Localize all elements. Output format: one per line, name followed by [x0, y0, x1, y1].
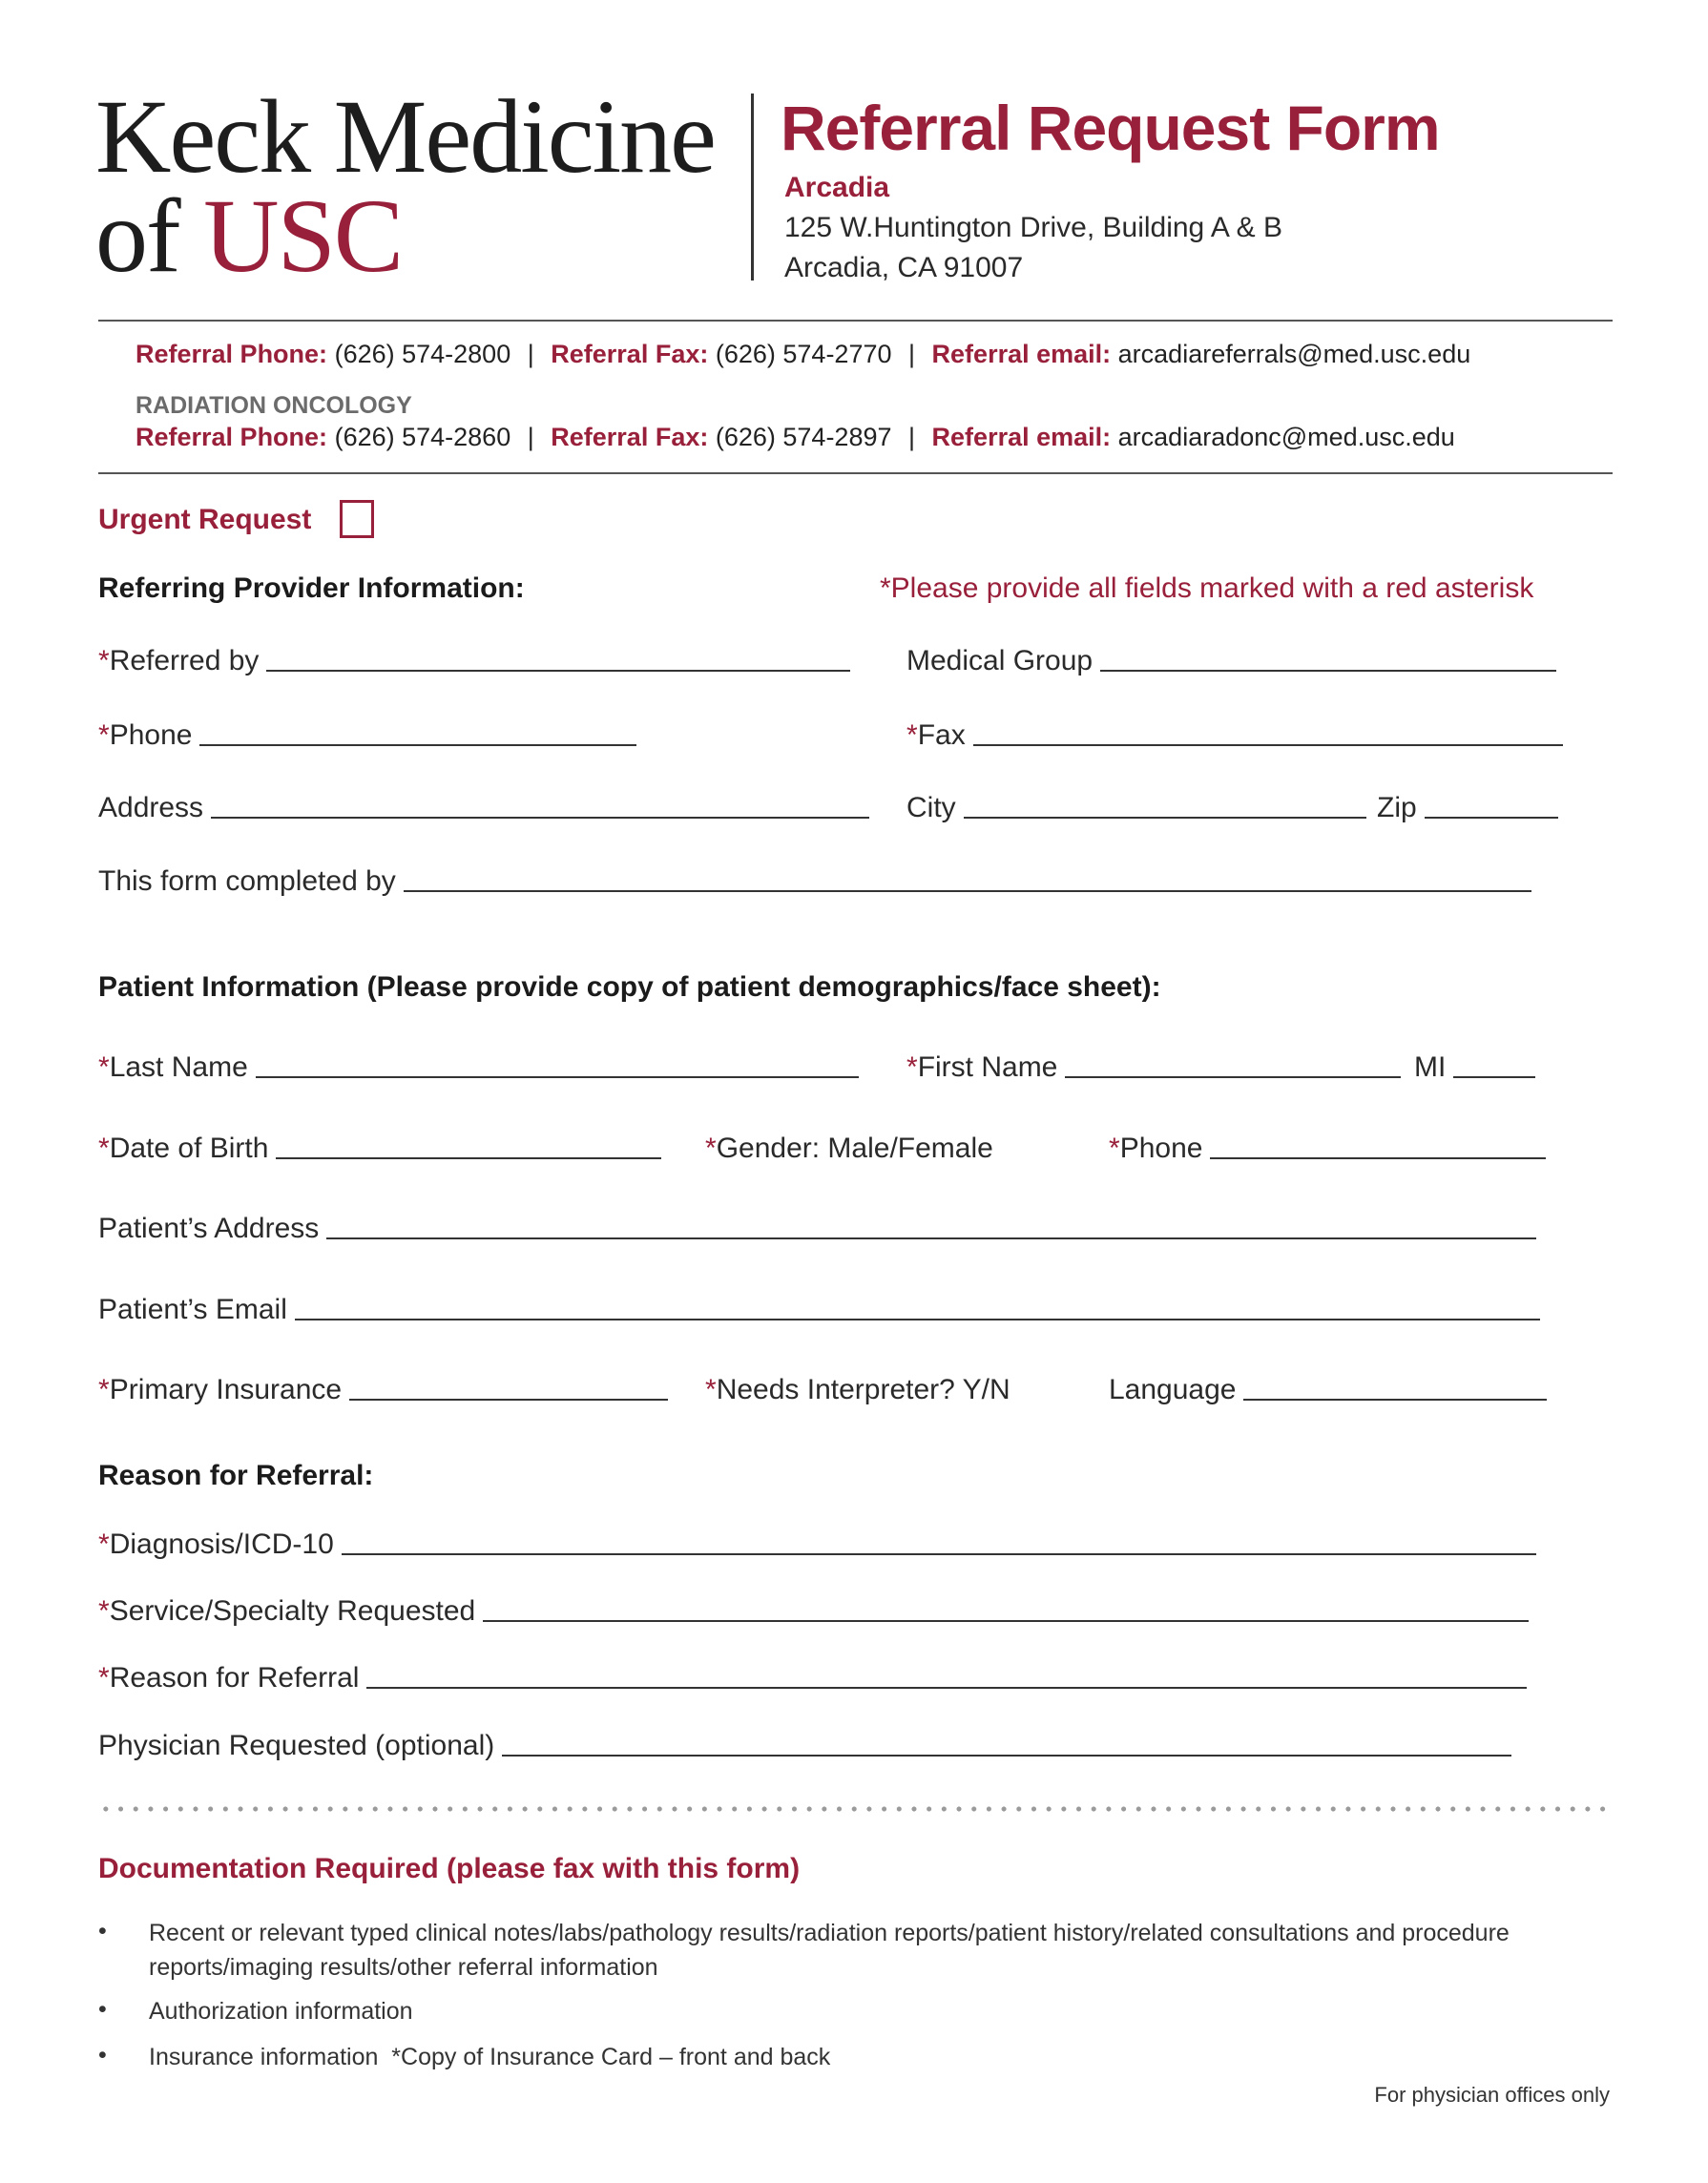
logo-line-2 [95, 177, 403, 294]
patient-email-input[interactable] [295, 1318, 1540, 1320]
email-label: Referral email: [931, 340, 1112, 368]
required-asterisk: * [98, 1374, 110, 1405]
medical-group-input[interactable] [1100, 669, 1556, 672]
provider-city-input[interactable] [964, 816, 1366, 819]
provider-section-heading: Referring Provider Information: [98, 572, 525, 604]
radonc-contact-row [135, 423, 1455, 452]
field-label: Phone [1119, 1133, 1203, 1164]
referred-by-field[interactable] [98, 645, 850, 677]
field-label: Phone [109, 719, 193, 751]
field-label: Referred by [109, 645, 260, 676]
middle-initial-input[interactable] [1453, 1075, 1535, 1078]
field-label: Medical Group [906, 645, 1094, 676]
top-divider [98, 320, 1613, 322]
referral-phone[interactable]: (626) 574-2800 [334, 340, 511, 368]
first-name-field[interactable] [906, 1051, 1401, 1084]
gender-field[interactable] [705, 1133, 993, 1165]
header-divider [751, 94, 754, 281]
logo-line-1: Keck Medicine [95, 78, 715, 195]
middle-initial-field[interactable] [1414, 1051, 1535, 1084]
radonc-email-link[interactable]: arcadiaradonc@med.usc.edu [1117, 423, 1455, 451]
logo-usc: USC [203, 177, 403, 294]
required-asterisk: * [906, 1051, 918, 1083]
field-label: Date of Birth [109, 1133, 269, 1164]
field-label: Language [1109, 1374, 1237, 1405]
required-asterisk: * [98, 1595, 110, 1627]
location-name: Arcadia [784, 172, 890, 203]
logo-of: of [95, 177, 179, 294]
form-completed-by-field[interactable] [98, 865, 1531, 898]
field-label: Patient’s Email [98, 1294, 287, 1325]
doc-item-3: Insurance information *Copy of Insurance Card – front and back [149, 2044, 831, 2070]
language-field[interactable] [1109, 1374, 1547, 1406]
phone-label: Referral Phone: [135, 340, 328, 368]
dob-input[interactable] [276, 1156, 661, 1159]
required-asterisk: * [98, 1051, 110, 1083]
required-asterisk: * [1109, 1133, 1120, 1164]
last-name-input[interactable] [256, 1075, 859, 1078]
required-asterisk: * [98, 719, 110, 751]
provider-address-input[interactable] [211, 816, 869, 819]
patient-phone-input[interactable] [1210, 1156, 1546, 1159]
primary-insurance-field[interactable] [98, 1374, 668, 1406]
physician-requested-field[interactable] [98, 1730, 1511, 1762]
radiation-oncology-heading: RADIATION ONCOLOGY [135, 392, 412, 419]
field-label: Address [98, 792, 204, 823]
last-name-field[interactable] [98, 1051, 859, 1084]
field-label: City [906, 792, 956, 823]
referral-email-link[interactable]: arcadiareferrals@med.usc.edu [1117, 340, 1471, 368]
fax-label: Referral Fax: [551, 340, 709, 368]
field-label: First Name [917, 1051, 1058, 1083]
field-label: Fax [917, 719, 966, 751]
field-label: MI [1414, 1051, 1447, 1083]
field-label: This form completed by [98, 865, 396, 897]
urgent-request-label: Urgent Request [98, 504, 312, 535]
provider-fax-input[interactable] [973, 743, 1563, 746]
doc-item-1: Recent or relevant typed clinical notes/labs/pathology results/radiation reports/patient history/related consultations and procedure reports/imaging results/other referral information [149, 1920, 1510, 1981]
field-label: Physician Requested (optional) [98, 1730, 495, 1761]
radonc-phone[interactable]: (626) 574-2860 [334, 423, 511, 451]
provider-city-field[interactable] [906, 792, 1366, 824]
referred-by-input[interactable] [266, 669, 850, 672]
dotted-divider [98, 1806, 1613, 1812]
required-asterisk: * [705, 1133, 717, 1164]
page-title: Referral Request Form [781, 93, 1440, 163]
field-label: Zip [1377, 792, 1417, 823]
separator: | [908, 340, 916, 368]
email-label: Referral email: [931, 423, 1112, 451]
documentation-heading: Documentation Required (please fax with this form) [98, 1853, 801, 1884]
required-asterisk: * [906, 719, 918, 751]
bullet-icon: • [98, 2042, 107, 2069]
reason-section-heading: Reason for Referral: [98, 1460, 374, 1491]
required-asterisk: * [705, 1374, 717, 1405]
required-asterisk: * [98, 1133, 110, 1164]
patient-section-heading: Patient Information (Please provide copy of patient demographics/face sheet): [98, 971, 1161, 1003]
patient-address-field[interactable] [98, 1213, 1536, 1245]
separator: | [908, 423, 916, 451]
phone-label: Referral Phone: [135, 423, 328, 451]
provider-phone-field[interactable] [98, 719, 636, 752]
doc-item-2: Authorization information [149, 1998, 413, 2025]
separator: | [527, 423, 534, 451]
provider-zip-field[interactable] [1377, 792, 1558, 824]
general-contact-row [135, 340, 1470, 369]
medical-group-field[interactable] [906, 645, 1556, 677]
provider-address-field[interactable] [98, 792, 869, 824]
field-label: Diagnosis/ICD-10 [109, 1528, 334, 1560]
field-label: Patient’s Address [98, 1213, 320, 1244]
referral-fax: (626) 574-2770 [715, 340, 892, 368]
separator: | [527, 340, 534, 368]
reason-field[interactable] [98, 1662, 1527, 1694]
physician-requested-input[interactable] [502, 1754, 1511, 1757]
bullet-icon: • [98, 1918, 107, 1944]
patient-email-field[interactable] [98, 1294, 1540, 1326]
address-line-2: Arcadia, CA 91007 [784, 252, 1024, 283]
radonc-fax: (626) 574-2897 [715, 423, 892, 451]
required-asterisk: * [98, 645, 110, 676]
language-input[interactable] [1243, 1398, 1547, 1401]
dob-field[interactable] [98, 1133, 661, 1165]
field-label: Gender: Male/Female [716, 1133, 993, 1164]
form-completed-by-input[interactable] [404, 889, 1531, 892]
interpreter-field[interactable] [705, 1374, 1010, 1406]
field-label: Service/Specialty Requested [109, 1595, 476, 1627]
provider-fax-field[interactable] [906, 719, 1563, 752]
provider-phone-input[interactable] [199, 743, 636, 746]
fax-label: Referral Fax: [551, 423, 709, 451]
required-asterisk: * [98, 1528, 110, 1560]
required-fields-note: *Please provide all fields marked with a red asterisk [880, 572, 1534, 604]
contact-divider [98, 472, 1613, 474]
diagnosis-field[interactable] [98, 1528, 1536, 1561]
footer-note: For physician offices only [1374, 2083, 1610, 2107]
bullet-icon: • [98, 1996, 107, 2023]
patient-phone-field[interactable] [1109, 1133, 1546, 1165]
patient-address-input[interactable] [326, 1237, 1536, 1239]
required-asterisk: * [98, 1662, 110, 1694]
address-line-1: 125 W.Huntington Drive, Building A & B [784, 212, 1282, 243]
field-label: Reason for Referral [109, 1662, 360, 1694]
field-label: Primary Insurance [109, 1374, 343, 1405]
service-specialty-field[interactable] [98, 1595, 1529, 1628]
reason-input[interactable] [366, 1686, 1527, 1689]
diagnosis-input[interactable] [342, 1552, 1536, 1555]
urgent-request-checkbox[interactable] [340, 500, 374, 538]
field-label: Last Name [109, 1051, 248, 1083]
service-specialty-input[interactable] [483, 1619, 1529, 1622]
field-label: Needs Interpreter? Y/N [716, 1374, 1010, 1405]
provider-zip-input[interactable] [1425, 816, 1558, 819]
primary-insurance-input[interactable] [349, 1398, 668, 1401]
first-name-input[interactable] [1065, 1075, 1401, 1078]
